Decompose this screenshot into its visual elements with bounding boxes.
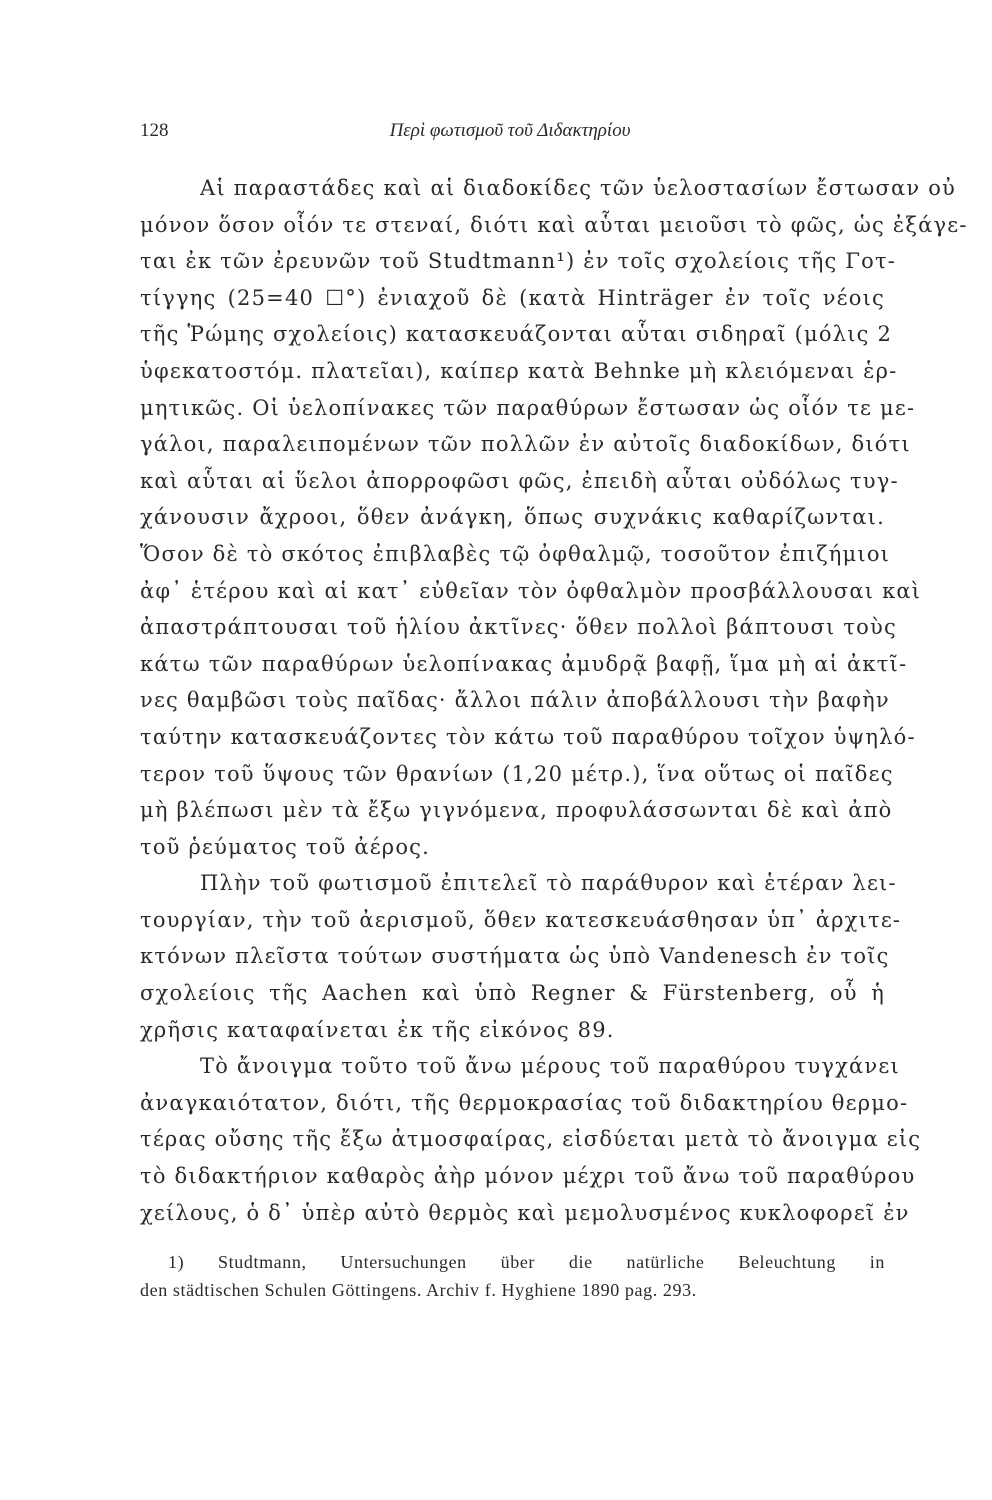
body-text [140, 170, 968, 1231]
text-line: μὴ βλέπωσι μὲν τὰ ἔξω γιγνόμενα, προφυλάσσωνται δὲ καὶ ἀπὸ [140, 798, 893, 823]
text-line: καὶ αὗται αἱ ὕελοι ἀπορροφῶσι φῶς, ἐπειδὴ αὗται οὐδόλως τυγ- [140, 468, 899, 493]
running-title: Περὶ φωτισμοῦ τοῦ Διδακτηρίου [389, 120, 631, 141]
text-line: ται ἐκ τῶν ἐρευνῶν τοῦ Studtmann¹) ἐν τοῖς σχολείοις τῆς Γοτ- [140, 249, 897, 274]
text-line: τερον τοῦ ὕψους τῶν θρανίων (1,20 μέτρ.), ἵνα οὕτως οἱ παῖδες [140, 761, 894, 786]
text-line: τῆς Ῥώμης σχολείοις) κατασκευάζονται αὗται σιδηραῖ (μόλις 2 [140, 322, 893, 347]
text-line: γάλοι, παραλειπομένων τῶν πολλῶν ἐν αὐτοῖς διαδοκίδων, διότι [140, 432, 911, 457]
text-line: κάτω τῶν παραθύρων ὑελοπίνακας ἀμυδρᾷ βαφῇ, ἵμα μὴ αἱ ἀκτῖ- [140, 651, 908, 676]
text-line: τέρας οὔσης τῆς ἔξω ἀτμοσφαίρας, εἰσδύεται μετὰ τὸ ἄνοιγμα εἰς [140, 1127, 922, 1152]
text-line: ἀπαστράπτουσαι τοῦ ἡλίου ἀκτῖνες· ὅθεν πολλοὶ βάπτουσι τοὺς [140, 615, 897, 640]
text-line: ἀφ᾽ ἑτέρου καὶ αἱ κατ᾽ εὐθεῖαν τὸν ὀφθαλμὸν προσβάλλουσαι καὶ [140, 578, 922, 603]
text-line: τουργίαν, τὴν τοῦ ἀερισμοῦ, ὅθεν κατεσκευάσθησαν ὑπ᾽ ἀρχιτε- [140, 907, 902, 932]
page-header [140, 120, 880, 148]
text-line: χάνουσιν ἄχροοι, ὅθεν ἀνάγκη, ὅπως συχνάκις καθαρίζωνται. [140, 505, 885, 530]
text-line: ἀναγκαιότατον, διότι, τῆς θερμοκρασίας τοῦ διδακτηρίου θερμο- [140, 1090, 909, 1115]
text-line: τοῦ ῥεύματος τοῦ ἀέρος. [140, 834, 431, 859]
text-line: ταύτην κατασκευάζοντες τὸν κάτω τοῦ παραθύρου τοῖχον ὑψηλό- [140, 724, 916, 749]
text-line: τὸ διδακτήριον καθαρὸς ἀὴρ μόνον μέχρι τοῦ ἄνω τοῦ παραθύρου [140, 1164, 916, 1189]
text-line: μόνον ὅσον οἷόν τε στεναί, διότι καὶ αὗται μειοῦσι τὸ φῶς, ὡς ἐξάγε- [140, 212, 968, 237]
text-line: ὑφεκατοστόμ. πλατεῖαι), καίπερ κατὰ Behnke μὴ κλειόμεναι ἑρ- [140, 358, 898, 383]
text-line: χρῆσις καταφαίνεται ἐκ τῆς εἰκόνος 89. [140, 1017, 615, 1042]
text-line: Τὸ ἄνοιγμα τοῦτο τοῦ ἄνω μέρους τοῦ παραθύρου τυγχάνει [200, 1054, 900, 1079]
text-line: τίγγης (25=40 ☐°) ἐνιαχοῦ δὲ (κατὰ Hinträger ἐν τοῖς νέοις [140, 285, 885, 310]
text-line: Ὅσον δὲ τὸ σκότος ἐπιβλαβὲς τῷ ὀφθαλμῷ, τοσοῦτον ἐπιζήμιοι [140, 541, 891, 566]
text-line: χείλους, ὁ δ᾽ ὑπὲρ αὐτὸ θερμὸς καὶ μεμολυσμένος κυκλοφορεῖ ἐν [140, 1200, 910, 1225]
text-line: μητικῶς. Οἱ ὑελοπίνακες τῶν παραθύρων ἔστωσαν ὡς οἷόν τε με- [140, 395, 916, 420]
text-line: Πλὴν τοῦ φωτισμοῦ ἐπιτελεῖ τὸ παράθυρον καὶ ἑτέραν λει- [200, 871, 897, 896]
text-line: Αἱ παραστάδες καὶ αἱ διαδοκίδες τῶν ὑελοστασίων ἔστωσαν οὐ [200, 176, 957, 200]
page-number: 128 [140, 120, 169, 141]
text-line: σχολείοις τῆς Aachen καὶ ὑπὸ Regner & Fürstenberg, οὗ ἡ [140, 981, 885, 1006]
text-line: κτόνων πλεῖστα τούτων συστήματα ὡς ὑπὸ Vandenesch ἐν τοῖς [140, 944, 890, 969]
footnote-line: 1) Studtmann, Untersuchungen über die natürliche Beleuchtung in [168, 1252, 885, 1272]
footnote-line: den städtischen Schulen Göttingens. Archiv f. Hyghiene 1890 pag. 293. [140, 1280, 697, 1300]
text-line: νες θαμβῶσι τοὺς παῖδας· ἄλλοι πάλιν ἀποβάλλουσι τὴν βαφὴν [140, 688, 890, 713]
footnotes [140, 1248, 885, 1304]
